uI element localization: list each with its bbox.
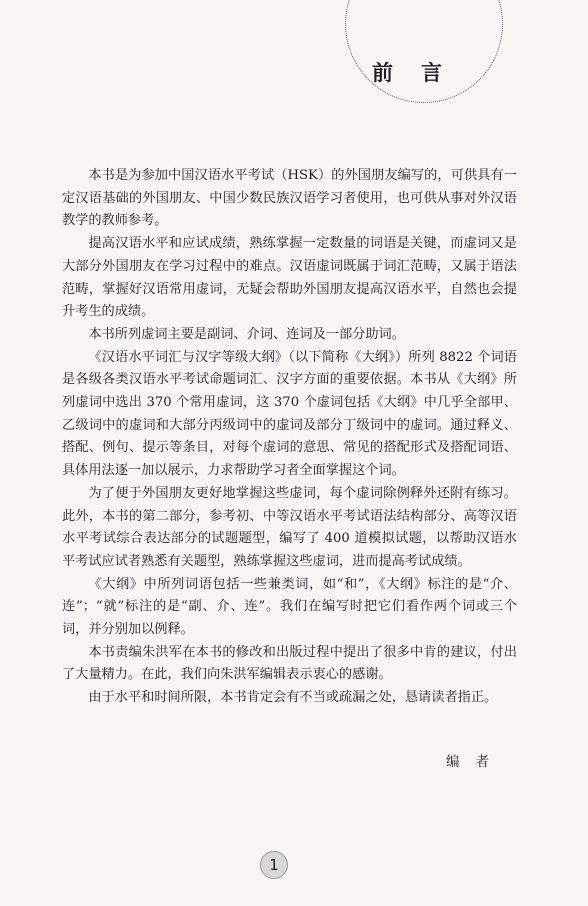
paragraph: 本书所列虚词主要是副词、介词、连词及一部分助词。 xyxy=(88,326,405,342)
decorative-dotted-circle xyxy=(345,0,503,103)
paragraph: 《汉语水平词汇与汉字等级大纲》（以下简称《大纲》）所列 8822 个词语是各级各类汉语水平考试命题词汇、汉字方面的重要依据。本书从《大纲》所列虚词中选出 370 个常用虚词，这 370 个虚词包括《大纲》中几乎全部甲、乙级词中的虚词和大部分丙级词中的虚词及部分丁级词中的虚词。通过释义、搭配、例句、提示等条目，对每个虚词的意思、常见的搭配形式及搭配词语、具体用法逐一加以展示，力求帮助学习者全面掌握这个词。 xyxy=(62,349,517,479)
preface-body xyxy=(62,165,517,710)
page-number-badge: 1 xyxy=(260,851,288,879)
paragraph: 由于水平和时间所限，本书肯定会有不当或疏漏之处，恳请读者指正。 xyxy=(88,690,498,706)
paragraph: 提高汉语水平和应试成绩，熟练掌握一定数量的词语是关键，而虚词又是大部分外国朋友在学习过程中的难点。汉语虚词既属于词汇范畴，又属于语法范畴，掌握好汉语常用虚词，无疑会帮助外国朋友提高汉语水平，自然也会提升考生的成绩。 xyxy=(62,236,517,320)
paragraph: 本书是为参加中国汉语水平考试（HSK）的外国朋友编写的，可供具有一定汉语基础的外国朋友、中国少数民族汉语学习者使用，也可供从事对外汉语教学的教师参考。 xyxy=(62,168,517,229)
paragraph: 为了便于外国朋友更好地掌握这些虚词，每个虚词除例释外还附有练习。此外，本书的第二部分，参考初、中等汉语水平考试语法结构部分、高等汉语水平考试综合表达部分的试题题型，编写了 400 道模拟试题，以帮助汉语水平考试应试者熟悉有关题型，熟练掌握这些虚词，进而提高考试成绩。 xyxy=(62,485,517,569)
paragraph: 本书责编朱洪军在本书的修改和出版过程中提出了很多中肯的建议，付出了大量精力。在此，我们向朱洪军编辑表示衷心的感谢。 xyxy=(62,644,517,683)
paragraph: 《大纲》中所列词语包括一些兼类词，如“和”，《大纲》标注的是“介、连”；“就”标注的是“副、介、连”。我们在编写时把它们看作两个词或三个词，并分别加以例释。 xyxy=(62,576,517,638)
page-title: 前言 xyxy=(372,60,470,85)
author-signature: 编者 xyxy=(446,754,505,770)
